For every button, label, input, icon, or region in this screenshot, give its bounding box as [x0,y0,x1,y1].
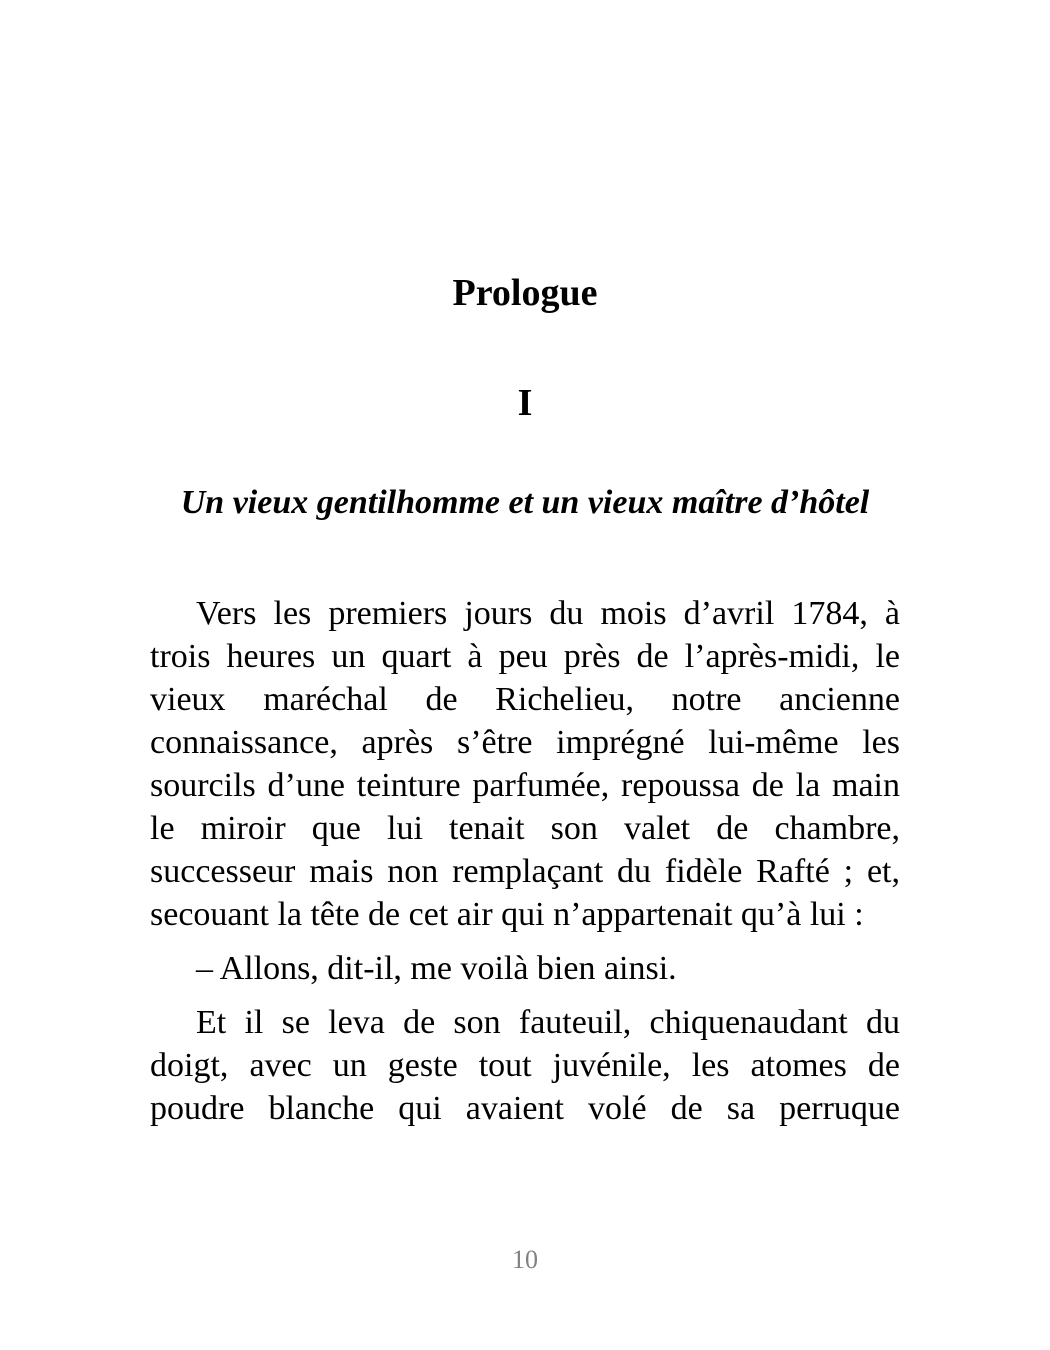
paragraph: Et il se leva de son fauteuil, chiquenaudant du doigt, avec un geste tout juvénile, les atomes de poudre blanche qui avaient volé de sa perruque [150,1004,900,1127]
part-title: Prologue [452,272,598,314]
page-number: 10 [512,1245,538,1274]
chapter-subtitle: Un vieux gentilhomme et un vieux maître d’hôtel [180,484,870,521]
body-text [150,592,900,1141]
paragraph: Vers les premiers jours du mois d’avril 1784, à trois heures un quart à peu près de l’après-midi, le vieux maréchal de Richelieu, notre ancienne connaissance, après s’être imprégné lui-même les sourcils d’une teinture parfumée, repoussa de la main le miroir que lui tenait son valet de chambre, successeur mais non remplaçant du fidèle Rafté ; et, secouant la tête de cet air qui n’appartenait qu’à lui : [150,595,900,933]
paragraph: – Allons, dit-il, me voilà bien ainsi. [196,950,677,987]
chapter-number: I [517,382,533,424]
